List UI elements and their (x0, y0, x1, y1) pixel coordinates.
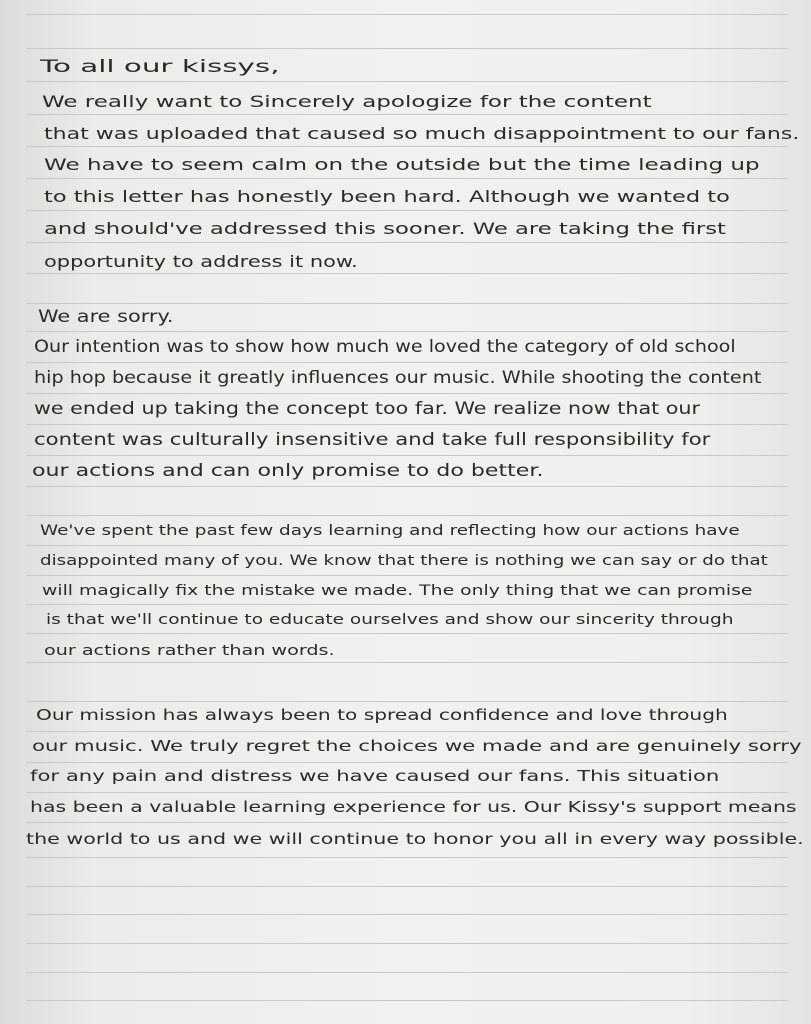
handwritten-line: that was uploaded that caused so much disappointment to our fans. (44, 124, 800, 143)
ruled-line (26, 762, 788, 763)
ruled-line (26, 331, 788, 332)
handwritten-line: We are sorry. (38, 307, 174, 327)
ruled-line (26, 857, 788, 858)
ruled-line (26, 575, 788, 576)
handwritten-line: hip hop because it greatly influences our music. While shooting the content (34, 368, 762, 388)
ruled-line (26, 303, 788, 304)
ruled-line (26, 114, 788, 115)
handwritten-line: our actions rather than words. (44, 643, 335, 659)
ruled-line (26, 81, 788, 82)
handwritten-line: will magically fix the mistake we made. The only thing that we can promise (42, 583, 753, 599)
ruled-line (26, 362, 788, 363)
ruled-line (26, 1000, 788, 1001)
ruled-line (26, 486, 788, 487)
ruled-line (26, 146, 788, 147)
ruled-line (26, 14, 788, 15)
handwritten-line: We've spent the past few days learning and reflecting how our actions have (40, 523, 740, 539)
ruled-line (26, 455, 788, 456)
salutation: To all our kissys, (40, 57, 280, 77)
ruled-line (26, 515, 788, 516)
handwritten-line: disappointed many of you. We know that there is nothing we can say or do that (40, 553, 768, 569)
ruled-line (26, 210, 788, 211)
ruled-line (26, 633, 788, 634)
handwritten-line: We really want to Sincerely apologize for the content (42, 92, 652, 111)
ruled-line (26, 972, 788, 973)
ruled-line (26, 424, 788, 425)
handwritten-line: our actions and can only promise to do better. (32, 461, 544, 481)
ruled-line (26, 886, 788, 887)
handwritten-line: Our intention was to show how much we loved the category of old school (34, 337, 736, 357)
handwritten-line: opportunity to address it now. (44, 252, 358, 271)
ruled-line (26, 662, 788, 663)
ruled-line (26, 545, 788, 546)
ruled-line (26, 792, 788, 793)
handwritten-line: Our mission has always been to spread confidence and love through (36, 706, 728, 724)
handwritten-line: our music. We truly regret the choices we made and are genuinely sorry (32, 737, 802, 755)
ruled-line (26, 604, 788, 605)
handwritten-line: is that we'll continue to educate ourselves and show our sincerity through (46, 612, 734, 628)
handwritten-line: We have to seem calm on the outside but the time leading up (44, 155, 760, 174)
handwritten-line: and should've addressed this sooner. We are taking the first (44, 219, 726, 238)
handwritten-line: for any pain and distress we have caused our fans. This situation (30, 767, 720, 785)
ruled-line (26, 914, 788, 915)
ruled-line (26, 48, 788, 49)
ruled-line (26, 822, 788, 823)
ruled-line (26, 393, 788, 394)
ruled-line (26, 701, 788, 702)
handwritten-line: content was culturally insensitive and take full responsibility for (34, 430, 711, 450)
handwritten-line: to this letter has honestly been hard. Although we wanted to (44, 187, 730, 206)
ruled-line (26, 731, 788, 732)
ruled-line (26, 273, 788, 274)
handwritten-line: we ended up taking the concept too far. We realize now that our (34, 399, 701, 419)
handwritten-line: the world to us and we will continue to honor you all in every way possible. (26, 830, 804, 848)
handwritten-line: has been a valuable learning experience for us. Our Kissy's support means (30, 798, 797, 816)
ruled-line (26, 178, 788, 179)
ruled-line (26, 242, 788, 243)
ruled-line (26, 943, 788, 944)
